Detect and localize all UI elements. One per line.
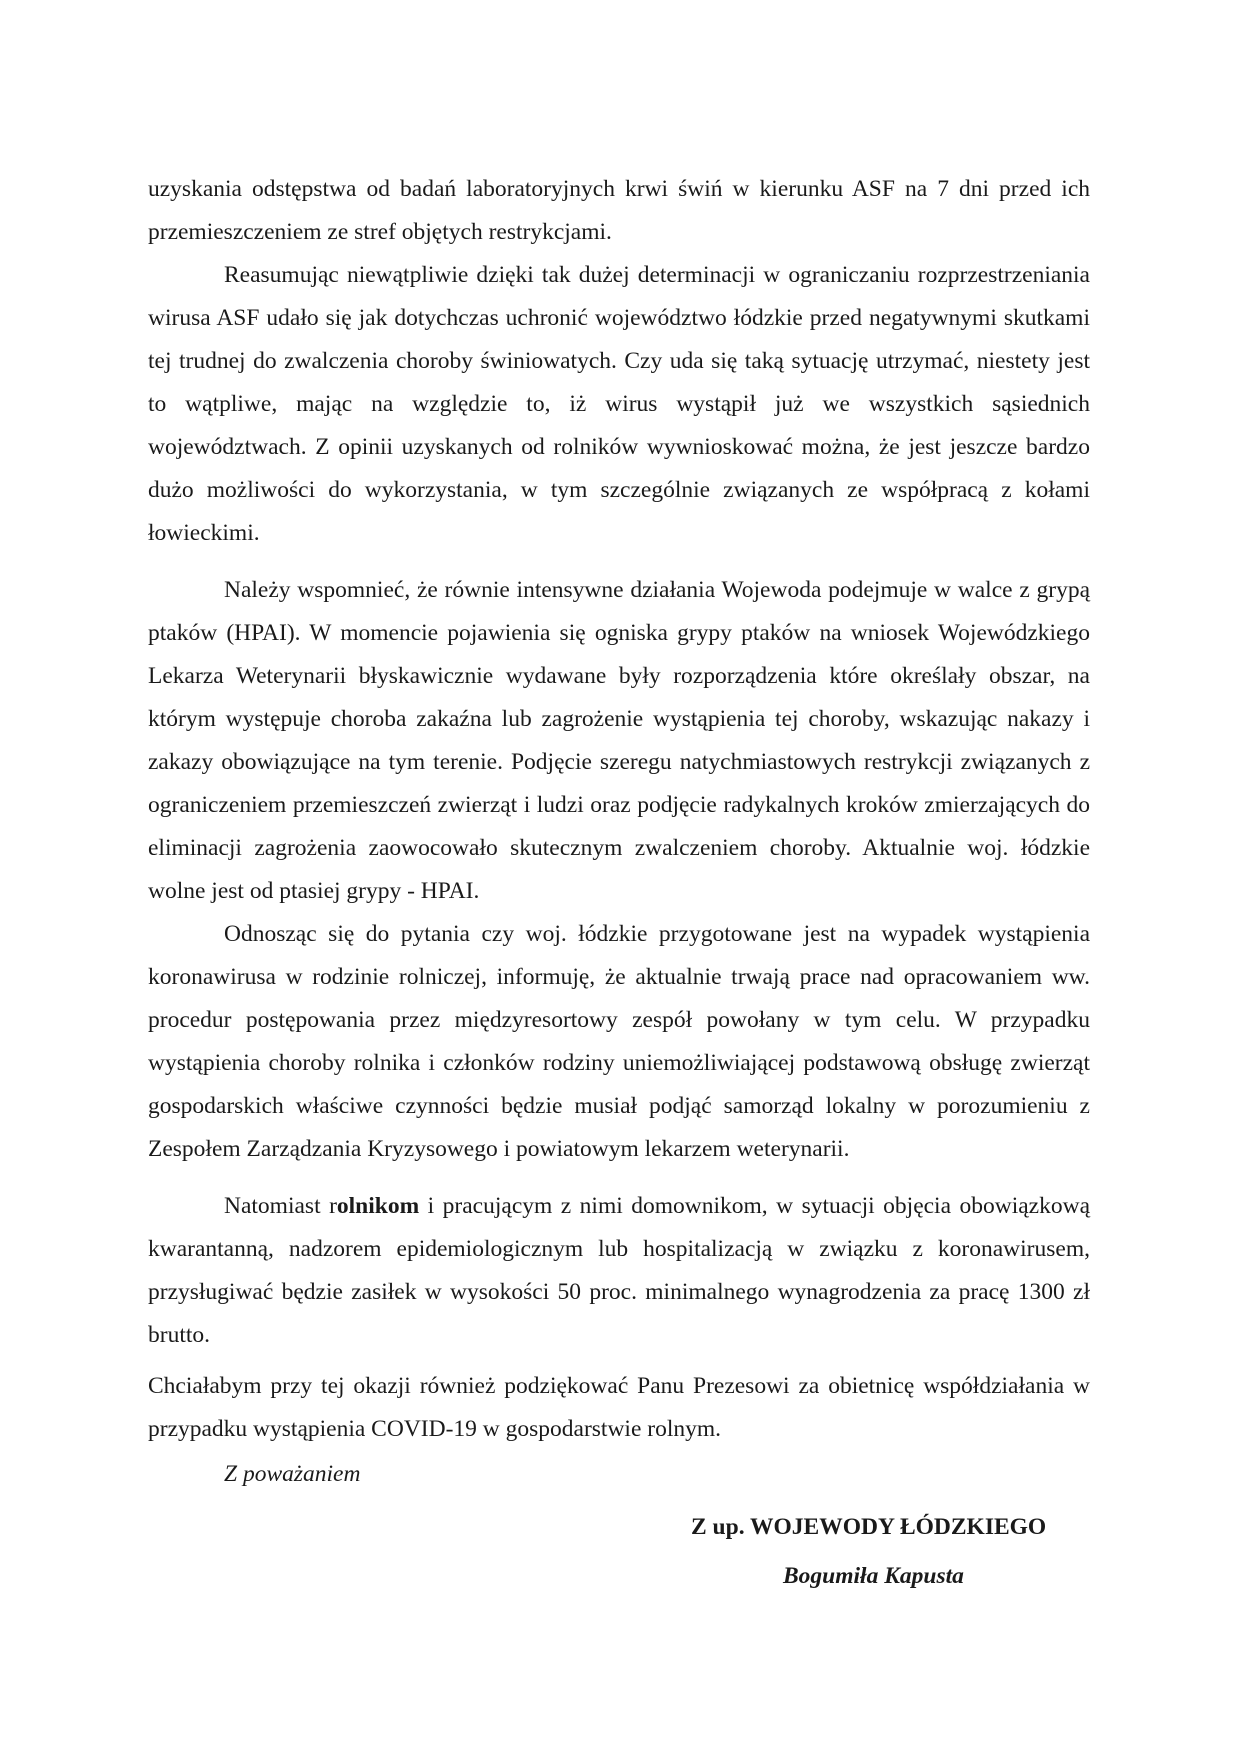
paragraph-asf-summary: Reasumując niewątpliwie dzięki tak dużej determinacji w ograniczaniu rozprzestrzeniania wirusa ASF udało się jak dotychczas uchronić województwo łódzkie przed negatywnymi skutkami tej trudnej do zwalczenia choroby świniowatych. Czy uda się taką sytuację utrzymać, niestety jest to wątpliwe, mając na względzie to, iż wirus wystąpił już we wszystkich sąsiednich województwach. Z opinii uzyskanych od rolników wywnioskować można, że jest jeszcze bardzo dużo możliwości do wykorzystania, w tym szczególnie związanych ze współpracą z kołami łowieckimi.: [148, 262, 1090, 546]
paragraph-asf-exemption: uzyskania odstępstwa od badań laboratoryjnych krwi świń w kierunku ASF na 7 dni przed ich przemieszczeniem ze stref objętych restrykcjami.: [148, 176, 1090, 245]
document-page: [148, 168, 1090, 1598]
signature-name: Bogumiła Kapusta: [783, 1563, 964, 1589]
paragraph-coronavirus-preparedness: Odnosząc się do pytania czy woj. łódzkie przygotowane jest na wypadek wystąpienia koronawirusa w rodzinie rolniczej, informuję, że aktualnie trwają prace nad opracowaniem ww. procedur postępowania przez międzyresortowy zespół powołany w tym celu. W przypadku wystąpienia choroby rolnika i członków rodziny uniemożliwiającej podstawową obsługę zwierząt gospodarskich właściwe czynności będzie musiał podjąć samorząd lokalny w porozumieniu z Zespołem Zarządzania Kryzysowego i powiatowym lekarzem weterynarii.: [148, 921, 1090, 1162]
signature-title: Z up. WOJEWODY ŁÓDZKIEGO: [691, 1514, 1047, 1540]
paragraph-farmer-benefit-rest: i pracującym z nimi domownikom, w sytuacji objęcia obowiązkową kwarantanną, nadzorem epidemiologicznym lub hospitalizacją w związku z koronawirusem, przysługiwać będzie zasiłek w wysokości 50 proc. minimalnego wynagrodzenia za pracę 1300 zł brutto.: [148, 1193, 1091, 1348]
paragraph-farmer-benefit: [148, 1185, 1090, 1357]
closing-greeting: Z poważaniem: [224, 1461, 361, 1487]
paragraph-farmer-benefit-bold: olnikom: [336, 1193, 420, 1219]
paragraph-thanks: Chciałabym przy tej okazji również podziękować Panu Prezesowi za obietnicę współdziałania w przypadku wystąpienia COVID-19 w gospodarstwie rolnym.: [148, 1373, 1090, 1442]
paragraph-farmer-benefit-start: Natomiast r: [224, 1193, 337, 1219]
paragraph-hpai: Należy wspomnieć, że równie intensywne działania Wojewoda podejmuje w walce z grypą ptaków (HPAI). W momencie pojawienia się ogniska grypy ptaków na wniosek Wojewódzkiego Lekarza Weterynarii błyskawicznie wydawane były rozporządzenia które określały obszar, na którym występuje choroba zakaźna lub zagrożenie wystąpienia tej choroby, wskazując nakazy i zakazy obowiązujące na tym terenie. Podjęcie szeregu natychmiastowych restrykcji związanych z ograniczeniem przemieszczeń zwierząt i ludzi oraz podjęcie radykalnych kroków zmierzających do eliminacji zagrożenia zaowocowało skutecznym zwalczeniem choroby. Aktualnie woj. łódzkie wolne jest od ptasiej grypy - HPAI.: [148, 577, 1090, 904]
